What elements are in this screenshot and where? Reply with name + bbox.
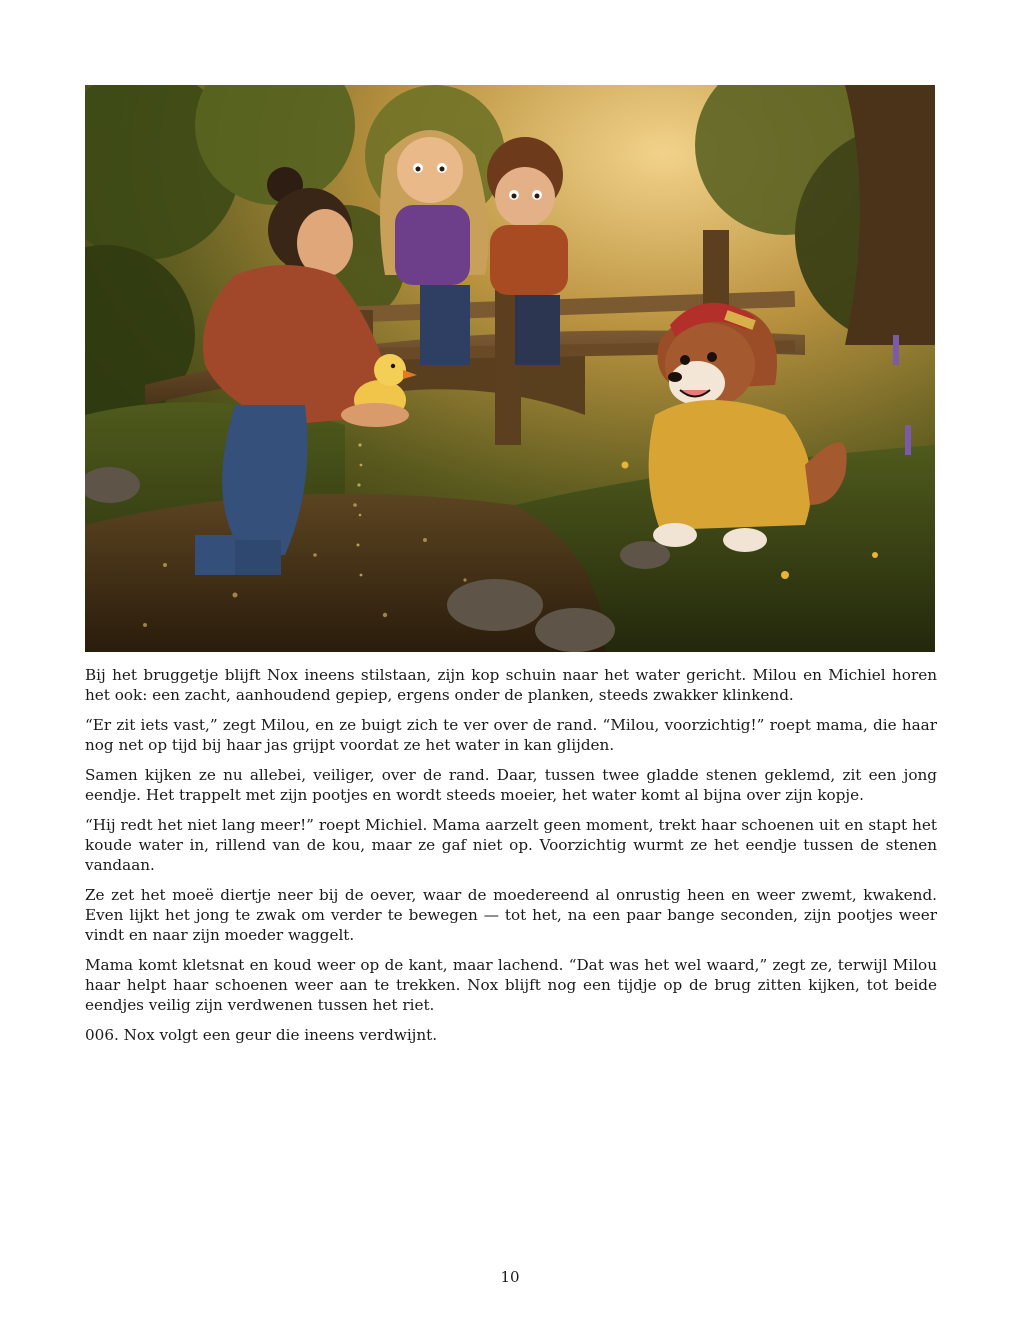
chapter-heading: 006. Nox volgt een geur die ineens verdwijnt.	[85, 1026, 438, 1044]
stream	[85, 494, 605, 652]
paragraph: Samen kijken ze nu allebei, veiliger, over de rand. Daar, tussen twee gladde stenen geklemd, zit een jong eendje. Het trappelt met zijn pootjes en wordt steeds moeier, het water komt al bijna over zijn kopje.	[85, 766, 937, 804]
paragraph: Bij het bruggetje blijft Nox ineens stilstaan, zijn kop schuin naar het water gericht. Milou en Michiel horen het ook: een zacht, aanhoudend gepiep, ergens onder de planken, steeds zwakker klinkend.	[85, 666, 937, 704]
paragraph: Mama komt kletsnat en koud weer op de kant, maar lachend. “Dat was het wel waard,” zegt ze, terwijl Milou haar helpt haar schoenen weer aan te trekken. Nox blijft nog een tijdje op de brug zitten kijken, tot beide eendjes veilig zijn verdwenen tussen het riet.	[85, 956, 937, 1014]
paragraph: “Hij redt het niet lang meer!” roept Michiel. Mama aarzelt geen moment, trekt haar schoenen uit en stapt het koude water in, rillend van de kou, maar ze gaf niet op. Voorzichtig wurmt ze het eendje tussen de stenen vandaan.	[85, 816, 937, 874]
story-illustration	[85, 85, 935, 652]
paragraph: Ze zet het moeë diertje neer bij de oever, waar de moedereend al onrustig heen en weer zwemt, kwakend. Even lijkt het jong te zwak om verder te bewegen — tot het, na een paar bange seconden, zijn pootjes weer vindt en naar zijn moeder waggelt.	[85, 886, 937, 944]
page-number: 10	[500, 1268, 520, 1286]
mother-hands	[341, 403, 409, 427]
paragraph: “Er zit iets vast,” zegt Milou, en ze buigt zich te ver over de rand. “Milou, voorzichtig!” roept mama, die haar nog net op tijd bij haar jas grijpt voordat ze het water in kan glijden.	[85, 716, 937, 754]
story-text	[85, 665, 937, 1055]
